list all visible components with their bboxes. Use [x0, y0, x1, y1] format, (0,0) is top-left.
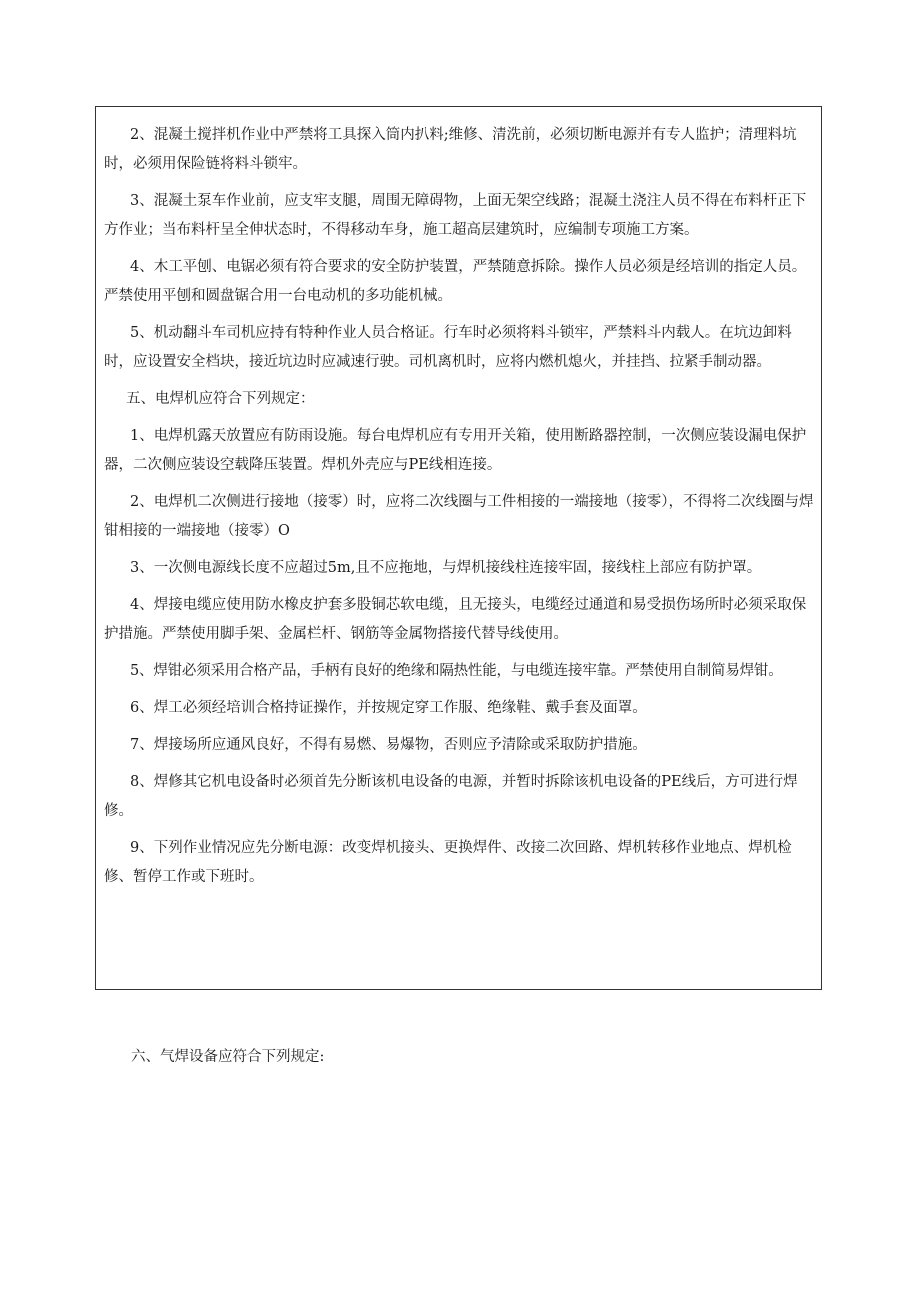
section-heading-gas-welding: 六、气焊设备应符合下列规定: — [131, 1049, 325, 1065]
paragraph-pump-truck: 3、混凝土泵车作业前，应支牢支腿，周围无障碍物，上面无架空线路；混凝土浇注人员不得在布料杆正下方作业；当布料杆呈全伸状态时，不得移动车身，施工超高层建筑时，应编制专项施工方案。 — [104, 193, 807, 238]
section-heading-welder: 五、电焊机应符合下列规定： — [126, 391, 315, 407]
paragraph-welder-5: 5、焊钳必须采用合格产品，手柄有良好的绝缘和隔热性能，与电缆连接牢靠。严禁使用自制简易焊钳。 — [130, 663, 783, 679]
paragraph-welder-1: 1、电焊机露天放置应有防雨设施。每台电焊机应有专用开关箱，使用断路器控制，一次侧应装设漏电保护器，二次侧应装设空载降压装置。焊机外壳应与PE线相连接。 — [104, 428, 807, 473]
paragraph-dumper: 5、机动翻斗车司机应持有特种作业人员合格证。行车时必须将料斗锁牢，严禁料斗内载人。在坑边卸料时，应设置安全档块，接近坑边时应减速行驶。司机离机时，应将内燃机熄火，并挂挡、拉紧手制动器。 — [104, 325, 792, 370]
paragraph-welder-2: 2、电焊机二次侧进行接地（接零）时，应将二次线圈与工件相接的一端接地（接零），不得将二次线圈与焊钳相接的一端接地（接零）O — [104, 494, 814, 539]
paragraph-welder-3: 3、一次侧电源线长度不应超过5m,且不应拖地，与焊机接线柱连接牢固，接线柱上部应有防护罩。 — [130, 560, 762, 576]
paragraph-welder-8: 8、焊修其它机电设备时必须首先分断该机电设备的电源，并暂时拆除该机电设备的PE线后，方可进行焊修。 — [104, 774, 798, 819]
paragraph-welder-4: 4、焊接电缆应使用防水橡皮护套多股铜芯软电缆，且无接头，电缆经过通道和易受损伤场所时必须采取保护措施。严禁使用脚手架、金属栏杆、钢筋等金属物搭接代替导线使用。 — [104, 597, 807, 642]
paragraph-woodworking: 4、木工平刨、电锯必须有符合要求的安全防护装置，严禁随意拆除。操作人员必须是经培训的指定人员。严禁使用平刨和圆盘锯合用一台电动机的多功能机械。 — [104, 259, 807, 304]
paragraph-welder-7: 7、焊接场所应通风良好，不得有易燃、易爆物，否则应予清除或采取防护措施。 — [130, 737, 647, 753]
paragraph-welder-6: 6、焊工必须经培训合格持证操作，并按规定穿工作服、绝缘鞋、戴手套及面罩。 — [130, 700, 647, 716]
paragraph-mixer: 2、混凝土搅拌机作业中严禁将工具探入筒内扒料;维修、清洗前，必须切断电源并有专人监护；清理料坑时，必须用保险链将料斗锁牢。 — [104, 127, 797, 172]
paragraph-welder-9: 9、下列作业情况应先分断电源：改变焊机接头、更换焊件、改接二次回路、焊机转移作业地点、焊机检修、暂停工作或下班时。 — [104, 840, 792, 885]
content-box — [95, 106, 822, 990]
